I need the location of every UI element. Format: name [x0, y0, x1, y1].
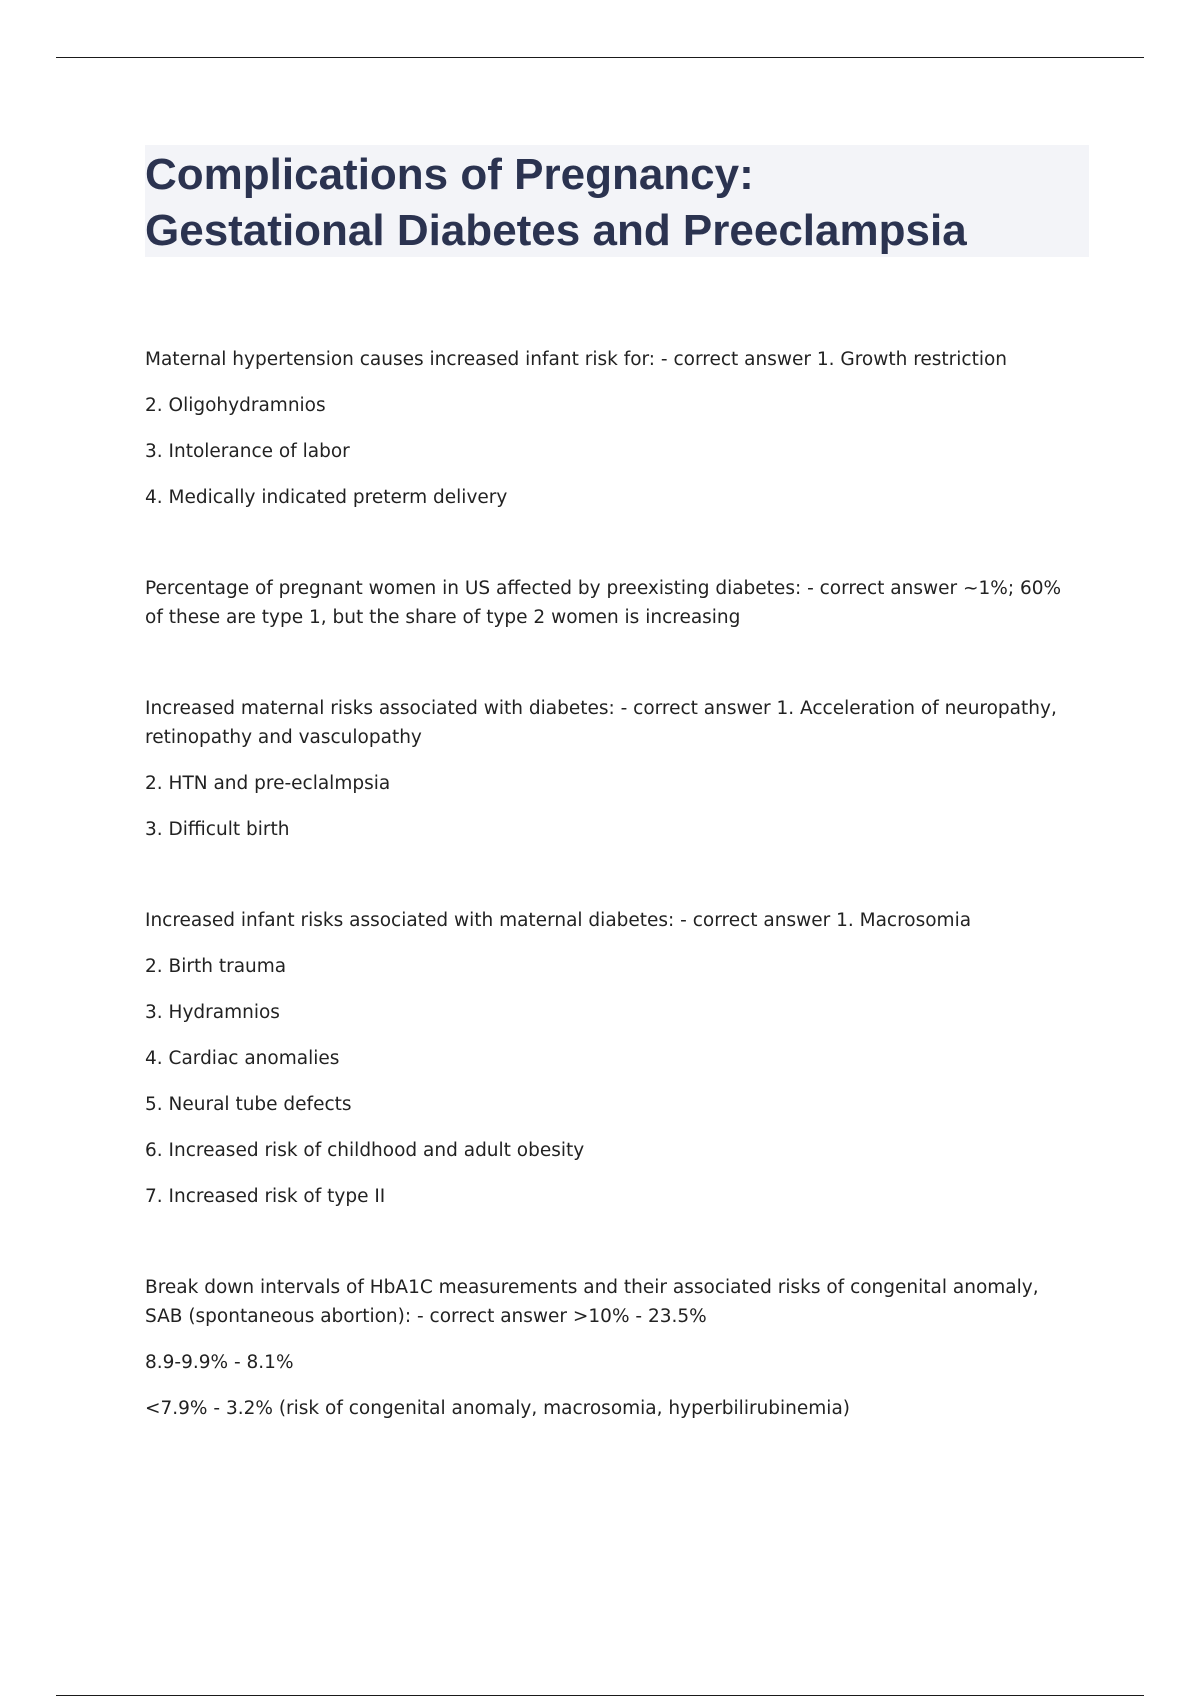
qa-line: 2. Oligohydramnios — [145, 395, 326, 416]
qa-item — [145, 1273, 1065, 1423]
qa-line: Break down intervals of HbA1C measurements and their associated risks of congenital anomaly, SAB (spontaneous abortion): - correct answer >10% - 23.5% — [145, 1277, 1039, 1327]
qa-line: 7. Increased risk of type II — [145, 1186, 386, 1207]
qa-item — [145, 694, 1065, 844]
qa-line: 3. Difficult birth — [145, 819, 290, 840]
qa-line: 2. HTN and pre-eclalmpsia — [145, 773, 391, 794]
bottom-rule — [56, 1695, 1144, 1696]
qa-line: 3. Intolerance of labor — [145, 441, 350, 462]
qa-line: <7.9% - 3.2% (risk of congenital anomaly, macrosomia, hyperbilirubinemia) — [145, 1398, 850, 1419]
qa-line: 2. Birth trauma — [145, 956, 287, 977]
qa-list — [145, 345, 1065, 1485]
qa-line: Increased maternal risks associated with diabetes: - correct answer 1. Acceleration of neuropathy, retinopathy and vasculopathy — [145, 698, 1057, 748]
qa-item — [145, 345, 1065, 512]
qa-line: 6. Increased risk of childhood and adult obesity — [145, 1140, 585, 1161]
page-title — [145, 147, 1089, 259]
qa-line: Increased infant risks associated with maternal diabetes: - correct answer 1. Macrosomia — [145, 910, 972, 931]
qa-item — [145, 906, 1065, 1211]
qa-line: 3. Hydramnios — [145, 1002, 280, 1023]
qa-line: 8.9-9.9% - 8.1% — [145, 1352, 294, 1373]
qa-line: 4. Cardiac anomalies — [145, 1048, 340, 1069]
page-title-line-2: Gestational Diabetes and Preeclampsia — [145, 206, 967, 255]
qa-line: Maternal hypertension causes increased infant risk for: - correct answer 1. Growth restriction — [145, 349, 1008, 370]
qa-line: 5. Neural tube defects — [145, 1094, 352, 1115]
qa-line: Percentage of pregnant women in US affected by preexisting diabetes: - correct answer ~1%; 60% of these are type 1, but the share of type 2 women is increasing — [145, 578, 1062, 628]
top-rule — [56, 57, 1144, 58]
page-title-line-1: Complications of Pregnancy: — [145, 150, 754, 199]
qa-line: 4. Medically indicated preterm delivery — [145, 487, 508, 508]
qa-item — [145, 574, 1065, 632]
